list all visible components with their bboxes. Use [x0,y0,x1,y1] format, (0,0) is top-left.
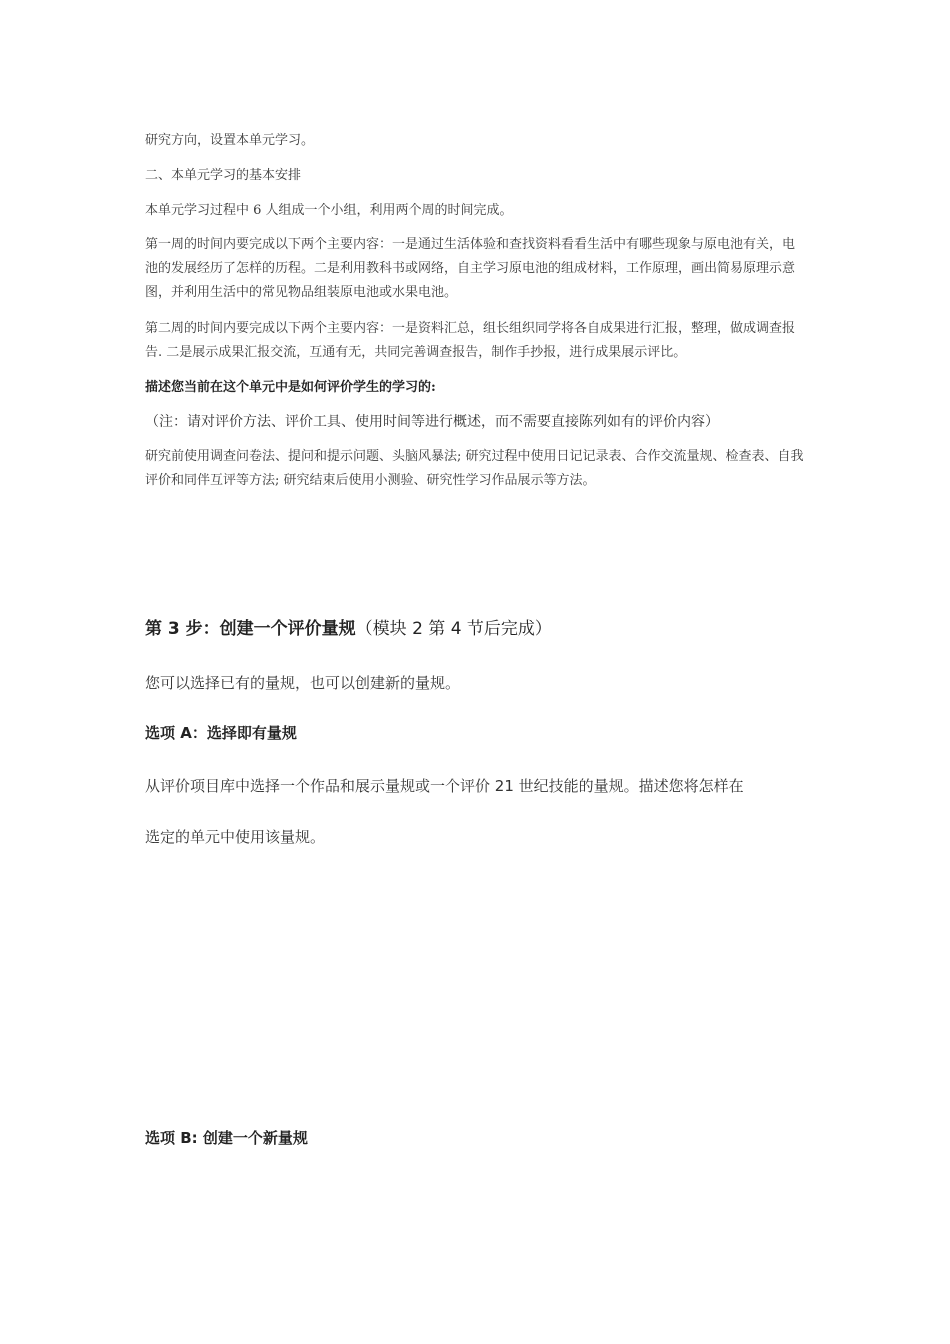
week1-plan-text: 第一周的时间内要完成以下两个主要内容：一是通过生活体验和查找资料看看生活中有哪些现象与原电池有关，电池的发展经历了怎样的历程。二是利用教科书或网络，自主学习原电池的组成材料，工作原理，画出简易原理示意图，并利用生活中的常见物品组装原电池或水果电池。 [145,237,796,300]
option-a-heading: 选项 A：选择即有量规 [145,724,297,742]
option-b-heading: 选项 B: 创建一个新量规 [145,1129,308,1147]
step3-heading [145,616,845,642]
unit-arrangement-heading: 二、本单元学习的基本安排 [145,168,302,183]
step3-intro: 您可以选择已有的量规，也可以创建新的量规。 [145,674,461,692]
option-a-description-line2: 选定的单元中使用该量规。 [145,828,326,846]
evaluation-answer: 研究前使用调查问卷法、提问和提示问题、头脑风暴法; 研究过程中使用日记记录表、合作交流量规、检查表、自我评价和同伴互评等方法; 研究结束后使用小测验、研究性学习作品展示等方法。 [145,449,804,488]
week2-plan-text: 第二周的时间内要完成以下两个主要内容：一是资料汇总，组长组织同学将各自成果进行汇报，整理，做成调查报告. 二是展示成果汇报交流，互通有无，共同完善调查报告，制作手抄报，进行成果展示评比。 [145,321,796,360]
group-arrangement-text: 本单元学习过程中 6 人组成一个小组，利用两个周的时间完成。 [145,203,513,218]
option-a-description-line1: 从评价项目库中选择一个作品和展示量规或一个评价 21 世纪技能的量规。描述您将怎样在 [145,777,744,795]
step3-heading-main: 第 3 步：创建一个评价量规 [145,619,356,639]
evaluation-question: 描述您当前在这个单元中是如何评价学生的学习的: [145,380,436,395]
step3-heading-note: （模块 2 第 4 节后完成） [355,619,552,639]
unit-direction-line: 研究方向，设置本单元学习。 [145,133,315,148]
evaluation-note: （注：请对评价方法、评价工具、使用时间等进行概述，而不需要直接陈列如有的评价内容） [145,414,719,430]
